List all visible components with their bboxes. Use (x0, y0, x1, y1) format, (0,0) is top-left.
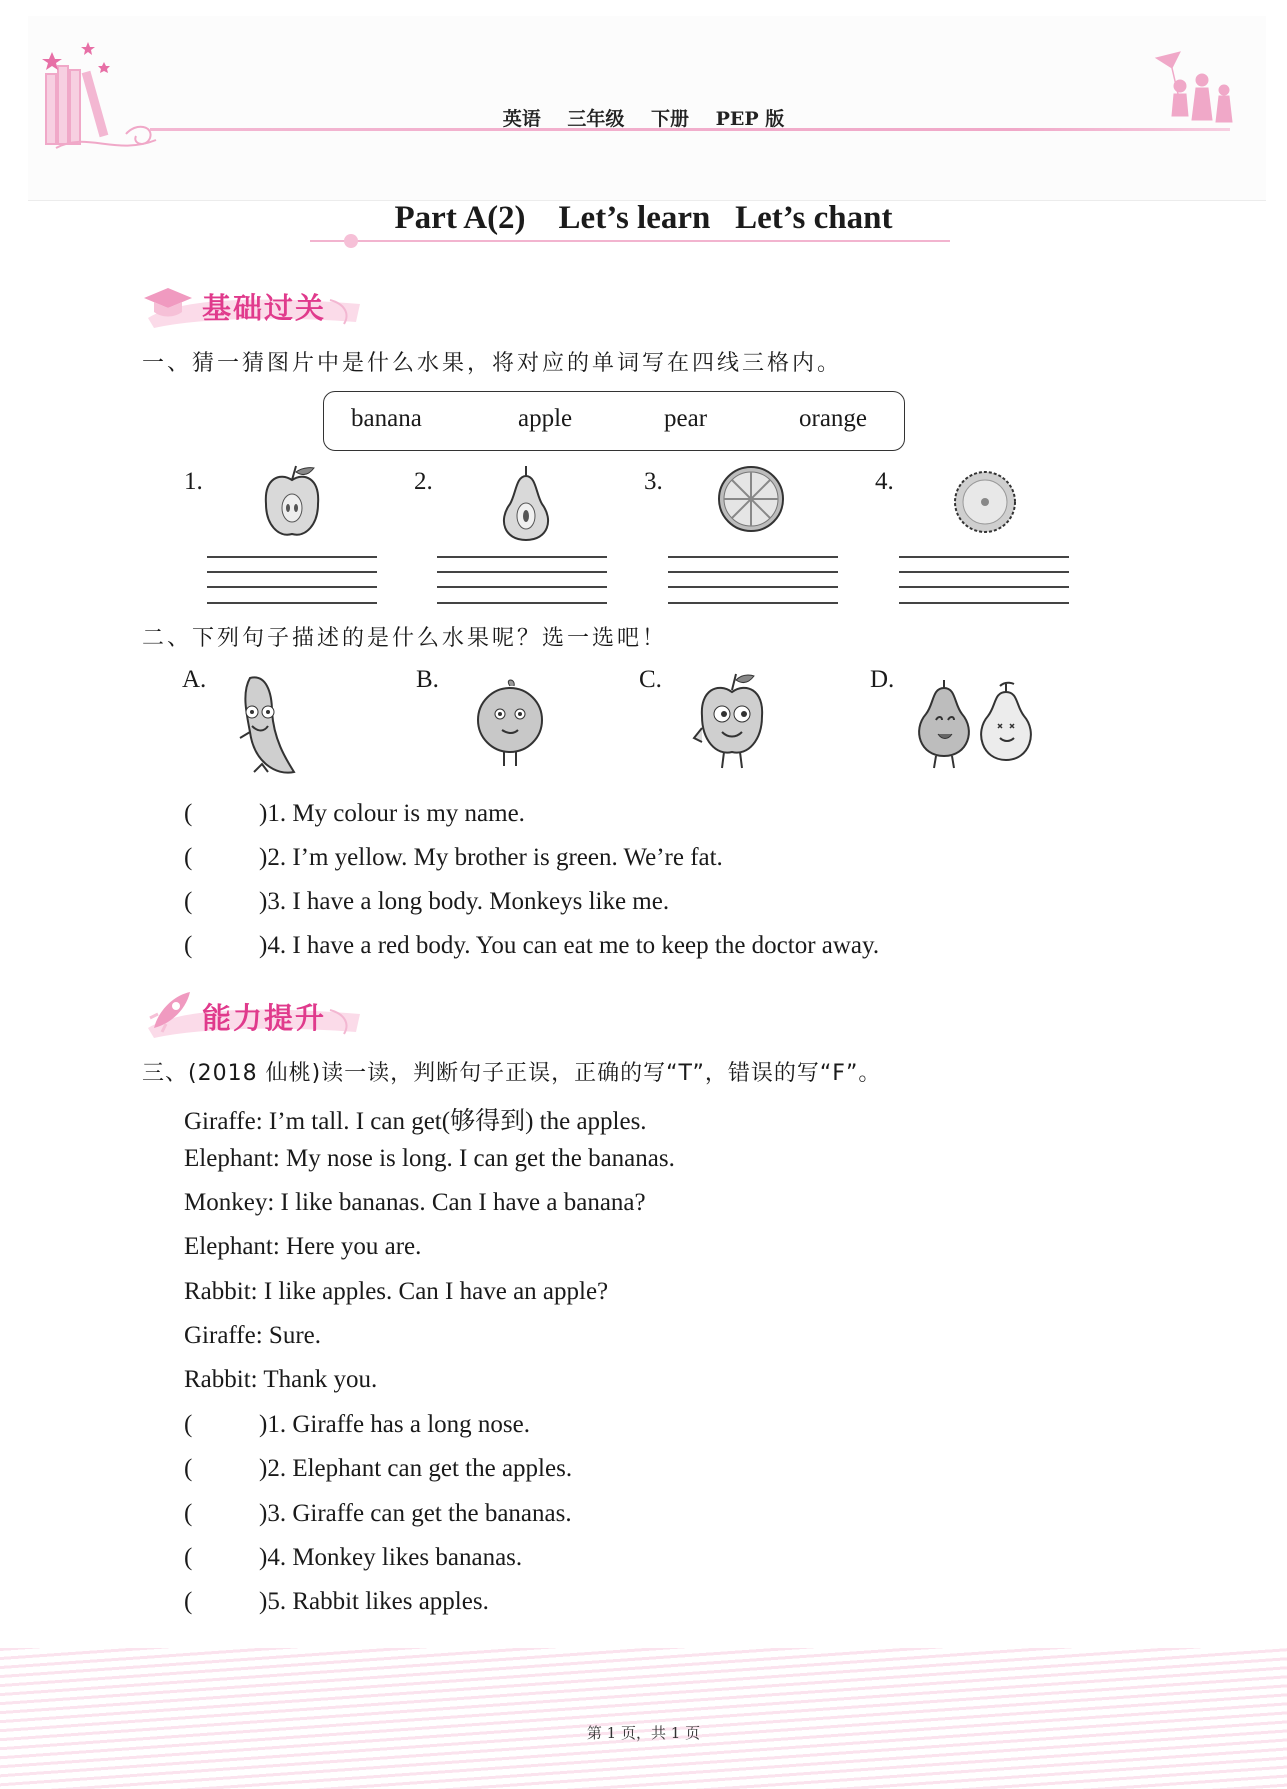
pear-half-icon (496, 464, 556, 544)
header-volume: 下册 (650, 108, 689, 130)
pear-characters-icon (914, 676, 1038, 772)
header-grade: 三年级 (567, 108, 625, 130)
statement-text: 5. Rabbit likes apples. (267, 1588, 489, 1615)
q2-sentence (184, 932, 879, 960)
answer-bracket-close: ) (259, 1455, 268, 1482)
answer-bracket[interactable]: ( (184, 800, 193, 827)
sentence-text: 4. I have a red body. You can eat me to keep the doctor away. (267, 932, 880, 959)
dialog-line: Rabbit: I like apples. Can I have an apple? (184, 1278, 609, 1305)
rocket-icon (144, 988, 194, 1034)
dialog-line: Elephant: My nose is long. I can get the bananas. (184, 1145, 675, 1172)
title-underline (310, 240, 950, 242)
section-title-advanced: 能力提升 (202, 1001, 327, 1035)
answer-bracket[interactable]: ( (184, 888, 193, 915)
item-number: 1. (184, 468, 203, 495)
question-3-heading: 三、(2018 仙桃)读一读，判断句子正误，正确的写“T”，错误的写“F”。 (142, 1061, 882, 1086)
option-label: B. (416, 666, 439, 693)
q2-sentence (184, 800, 525, 828)
banana-character-icon (232, 672, 300, 782)
q3-statement (184, 1544, 522, 1572)
question-1-heading: 一、猜一猜图片中是什么水果，将对应的单词写在四线三格内。 (142, 351, 843, 376)
dialog-line: Rabbit: Thank you. (184, 1366, 378, 1393)
writing-lines[interactable] (437, 556, 607, 604)
answer-bracket-close: ) (259, 1500, 268, 1527)
section-title-basic: 基础过关 (202, 291, 327, 325)
title-dot (344, 234, 358, 248)
answer-bracket[interactable]: ( (184, 1411, 193, 1438)
apple-half-icon (262, 464, 324, 544)
dialog-line: Elephant: Here you are. (184, 1233, 422, 1260)
answer-bracket-close: ) (259, 800, 268, 827)
answer-bracket[interactable]: ( (184, 844, 193, 871)
page-number: 第 1 页，共 1 页 (586, 1724, 701, 1742)
answer-bracket[interactable]: ( (184, 1455, 193, 1482)
apple-character-icon (692, 668, 772, 776)
dialog-line: Giraffe: Sure. (184, 1322, 321, 1349)
sentence-text: 1. My colour is my name. (267, 800, 525, 827)
orange-character-icon (474, 676, 546, 772)
q2-sentence (184, 844, 723, 872)
answer-bracket-close: ) (259, 932, 268, 959)
answer-bracket[interactable]: ( (184, 1544, 193, 1571)
dialog-line: Monkey: I like bananas. Can I have a banana? (184, 1189, 646, 1216)
q3-statement (184, 1588, 489, 1616)
item-number: 3. (644, 468, 663, 495)
statement-text: 3. Giraffe can get the bananas. (267, 1500, 572, 1527)
answer-bracket-close: ) (259, 844, 268, 871)
sentence-text: 3. I have a long body. Monkeys like me. (267, 888, 670, 915)
page-title: Part A(2) Let’s learn Let’s chant (394, 200, 893, 236)
word-bank-item: orange (799, 405, 868, 432)
writing-lines[interactable] (207, 556, 377, 604)
question-2-heading: 二、下列句子描述的是什么水果呢？选一选吧！ (142, 626, 668, 651)
orange-cross-section-icon (952, 470, 1018, 534)
item-number: 2. (414, 468, 433, 495)
q3-statement (184, 1411, 530, 1439)
header-edition: PEP 版 (715, 108, 785, 130)
answer-bracket[interactable]: ( (184, 1588, 193, 1615)
footer-band (0, 1648, 1287, 1789)
writing-lines[interactable] (668, 556, 838, 604)
answer-bracket-close: ) (259, 1411, 268, 1438)
option-label: A. (182, 666, 207, 693)
q2-sentence (184, 888, 669, 916)
answer-bracket-close: ) (259, 1544, 268, 1571)
answer-bracket-close: ) (259, 888, 268, 915)
answer-bracket[interactable]: ( (184, 1500, 193, 1527)
option-label: C. (639, 666, 662, 693)
graduation-cap-icon (142, 282, 194, 322)
header-book-info (0, 104, 1287, 131)
word-bank-item: pear (664, 405, 708, 432)
q3-statement (184, 1500, 572, 1528)
q3-statement (184, 1455, 572, 1483)
statement-text: 1. Giraffe has a long nose. (267, 1411, 530, 1438)
answer-bracket[interactable]: ( (184, 932, 193, 959)
option-label: D. (870, 666, 895, 693)
word-bank-item: apple (518, 405, 573, 432)
dialog-line: Giraffe: I’m tall. I can get(够得到) the apples. (184, 1108, 647, 1135)
word-bank-item: banana (351, 405, 422, 432)
writing-lines[interactable] (899, 556, 1069, 604)
item-number: 4. (875, 468, 894, 495)
orange-slice-icon (716, 464, 786, 534)
books-decoration-icon (36, 36, 166, 154)
header-subject: 英语 (502, 108, 541, 130)
statement-text: 4. Monkey likes bananas. (267, 1544, 523, 1571)
answer-bracket-close: ) (259, 1588, 268, 1615)
statement-text: 2. Elephant can get the apples. (267, 1455, 573, 1482)
sentence-text: 2. I’m yellow. My brother is green. We’re fat. (267, 844, 723, 871)
